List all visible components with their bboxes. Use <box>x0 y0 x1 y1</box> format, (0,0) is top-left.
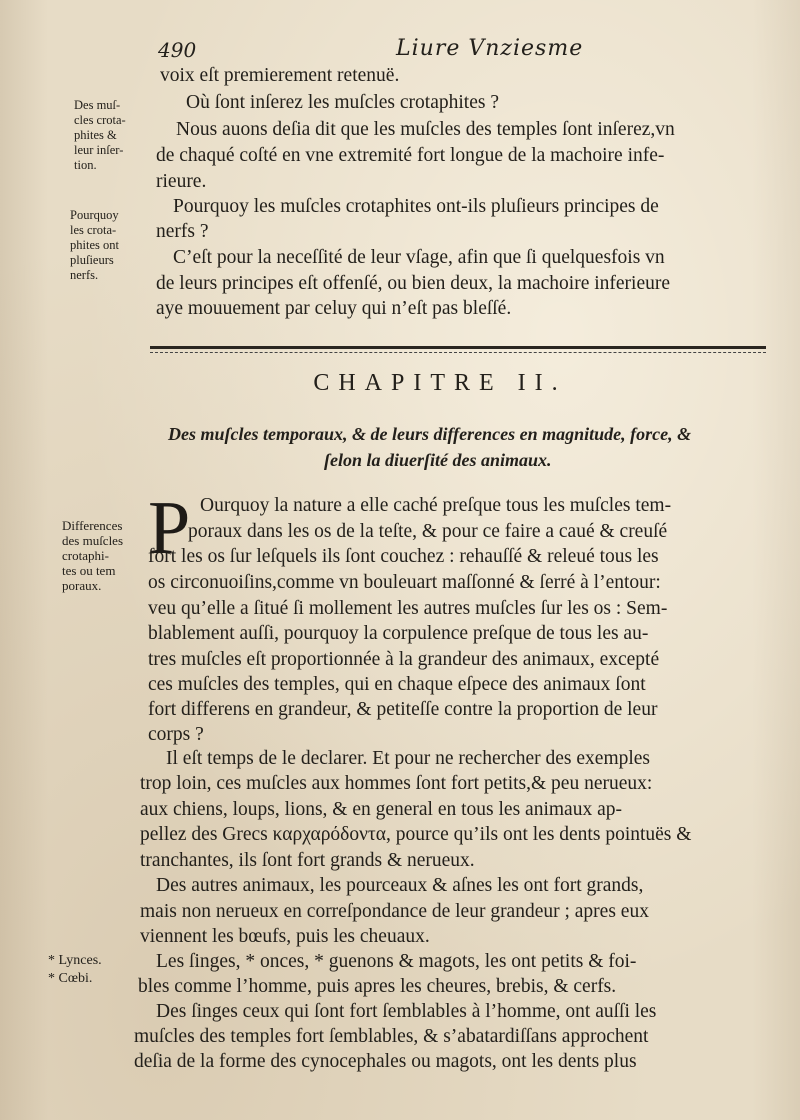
text-line: voix eſt premierement retenuë. <box>160 65 400 86</box>
text-line: blablement auſſi, pourquoy la corpulence preſque de tous les au- <box>148 623 649 644</box>
text-line: veu qu’elle a ſitué ſi mollement les autres muſcles ſur les os : Sem- <box>148 598 668 619</box>
text-line: Des autres animaux, les pourceaux & aſnes les ont fort grands, <box>156 875 644 896</box>
margin-note: Differences des muſcles crotaphi- tes ou tem poraux. <box>62 518 124 593</box>
section-rule <box>150 346 766 349</box>
text-line: Ourquoy la nature a elle caché preſque tous les muſcles tem- <box>200 495 672 516</box>
text-line: Des ſinges ceux qui ſont fort ſemblables à l’homme, ont auſſi les <box>156 1001 657 1022</box>
text-line: tranchantes, ils ſont fort grands & nerueux. <box>140 850 475 871</box>
text-line: Il eſt temps de le declarer. Et pour ne rechercher des exemples <box>166 748 651 769</box>
chapter-subtitle: ſelon la diuerſité des animaux. <box>324 450 552 470</box>
margin-note: * Lynces. * Cœbi. <box>48 953 102 986</box>
text-line: poraux dans les os de la teſte, & pour ce faire a caué & creuſé <box>188 521 668 542</box>
chapter-title: CHAPITRE II. <box>313 370 567 396</box>
text-line: fort les os ſur leſquels ils ſont couchez : rehauſſé & releué tous les <box>148 546 659 567</box>
margin-note: Des muſ- cles crota- phites & leur inſer- tion. <box>74 98 126 172</box>
text-line: bles comme l’homme, puis apres les cheures, brebis, & cerfs. <box>138 976 617 997</box>
text-line: tres muſcles eſt proportionnée à la grandeur des animaux, excepté <box>148 649 660 670</box>
section-rule-thin <box>150 352 766 353</box>
text-line: trop loin, ces muſcles aux hommes ſont fort petits,& peu nerueux: <box>140 773 653 794</box>
page-number: 490 <box>158 38 197 62</box>
text-line: Où ſont inſerez les muſcles crotaphites ? <box>186 92 499 113</box>
text-line: os circonuoiſins,comme vn bouleuart maſſonné & ſerré à l’entour: <box>148 572 661 593</box>
chapter-subtitle: Des muſcles temporaux, & de leurs differences en magnitude, force, & <box>168 424 692 444</box>
text-line: de chaqué coſté en vne extremité fort longue de la machoire infe- <box>156 145 665 166</box>
running-title: Liure Vnziesme <box>396 36 584 61</box>
text-line: Les ſinges, * onces, * guenons & magots, les ont petits & foi- <box>156 951 637 972</box>
margin-note: Pourquoy les crota- phites ont pluſieurs nerfs. <box>70 208 119 282</box>
drop-cap: P <box>148 486 191 570</box>
text-line: fort differens en grandeur, & petiteſſe contre la proportion de leur <box>148 699 658 720</box>
text-line: nerfs ? <box>156 221 209 242</box>
text-line: corps ? <box>148 724 204 745</box>
text-line: deſia de la forme des cynocephales ou magots, ont les dents plus <box>134 1051 637 1072</box>
text-line: de leurs principes eſt offenſé, ou bien deux, la machoire inferieure <box>156 273 671 294</box>
text-line: ces muſcles des temples, qui en chaque eſpece des animaux ſont <box>148 674 646 695</box>
text-line: mais non nerueux en correſpondance de leur grandeur ; apres eux <box>140 901 649 922</box>
text-line: viennent les bœufs, puis les cheuaux. <box>140 926 430 947</box>
text-line: muſcles des temples fort ſemblables, & s’abatardiſſans approchent <box>134 1026 649 1047</box>
text-line: aye mouuement par celuy qui n’eſt pas bleſſé. <box>156 298 512 319</box>
text-line: pellez des Grecs καρχαρόδοντα, pource qu’ils ont les dents pointuës & <box>140 824 692 845</box>
text-line: aux chiens, loups, lions, & en general en tous les animaux ap- <box>140 799 622 820</box>
text-line: Nous auons deſia dit que les muſcles des temples ſont inſerez,vn <box>176 119 675 140</box>
text-line: rieure. <box>156 171 207 192</box>
text-line: C’eſt pour la neceſſité de leur vſage, afin que ſi quelquesfois vn <box>173 247 665 268</box>
text-line: Pourquoy les muſcles crotaphites ont-ils pluſieurs principes de <box>173 196 659 217</box>
